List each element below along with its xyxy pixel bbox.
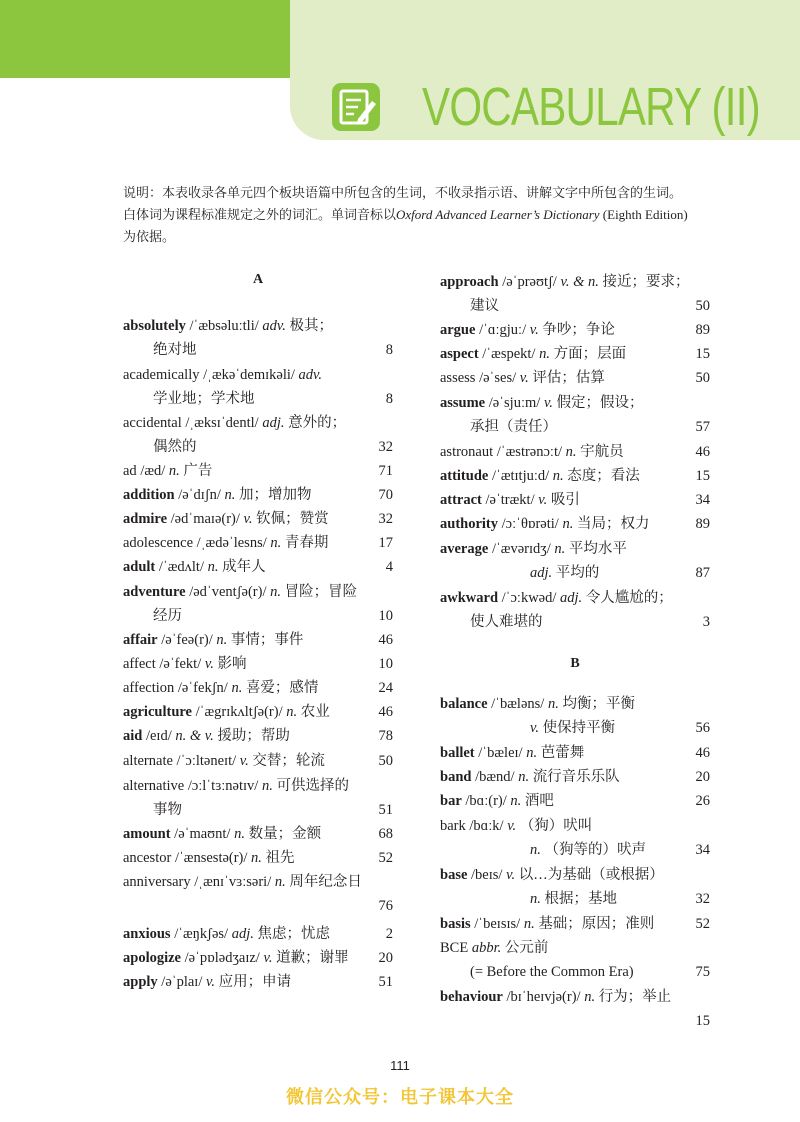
pronunciation: /ˌæksɪˈdentl/	[185, 415, 259, 431]
page-ref: 87	[695, 565, 710, 581]
entry-line	[440, 765, 710, 789]
pronunciation: /ˈævərɪdʒ/	[491, 541, 551, 557]
entry-line-continued	[153, 604, 393, 628]
page-ref: 51	[378, 802, 393, 818]
pronunciation: /ˈæŋkʃəs/	[174, 926, 229, 942]
entry-line	[440, 692, 710, 716]
pronunciation: /ˈædʌlt/	[158, 559, 204, 575]
page-ref: 50	[378, 753, 393, 769]
headword: affection	[123, 680, 175, 696]
headword: aspect	[440, 346, 479, 362]
pronunciation: /ˈbæləns/	[491, 696, 545, 712]
entry-line-continued	[470, 294, 710, 318]
headword: astronaut	[440, 444, 494, 460]
part-of-speech: n.	[530, 891, 541, 907]
page-ref: 20	[695, 769, 710, 785]
page-ref: 51	[378, 974, 393, 990]
headword: apologize	[123, 950, 181, 966]
definition-continued: 偶然的	[153, 439, 197, 455]
headword: admire	[123, 511, 168, 527]
page-ref: 8	[385, 391, 393, 407]
entry-line	[123, 507, 393, 531]
definition-continued: 事物	[153, 802, 182, 818]
definition-continued: 根据；基地	[544, 891, 617, 907]
entry-line	[123, 946, 393, 970]
part-of-speech: n. & v.	[175, 728, 214, 744]
part-of-speech: v.	[529, 322, 539, 338]
part-of-speech: v.	[204, 656, 214, 672]
headword: base	[440, 867, 468, 883]
definition: 方面；层面	[553, 346, 627, 362]
definition: 交替；轮流	[252, 753, 325, 769]
section-letter-b: B	[570, 656, 580, 671]
pronunciation: /ˌænɪˈvɜːsəri/	[194, 874, 272, 890]
part-of-speech: n.	[584, 989, 596, 1005]
page-ref: 24	[378, 680, 393, 696]
pronunciation: /ˈænsestə(r)/	[174, 850, 248, 866]
page-ref: 89	[695, 322, 710, 338]
definition-continued: 承担（责任）	[470, 419, 557, 435]
title-vocabulary: VOCABULARY	[422, 77, 701, 137]
entry-line	[440, 342, 710, 366]
definition-continued: 使保持平衡	[542, 720, 616, 736]
definition: 以…为基础（或根据）	[518, 867, 664, 883]
entry-line	[123, 846, 393, 870]
part-of-speech: v.	[243, 511, 253, 527]
entry-line	[123, 411, 393, 435]
page-ref: 71	[378, 463, 393, 479]
part-of-speech: n.	[510, 793, 522, 809]
page-ref: 26	[695, 793, 710, 809]
definition: 评估；估算	[532, 370, 605, 386]
definition: 青春期	[284, 535, 329, 551]
pronunciation: /bænd/	[475, 769, 515, 785]
headword: attitude	[440, 468, 489, 484]
definition-continued: 平均的	[555, 565, 600, 581]
entry-line-continued	[153, 338, 393, 362]
entry-line	[440, 366, 710, 390]
headword: affair	[123, 632, 158, 648]
definition: 基础；原因；准则	[538, 916, 655, 932]
page-ref: 56	[695, 720, 710, 736]
definition-continued: （狗等的）吠声	[544, 842, 646, 858]
headword: apply	[123, 974, 158, 990]
headword: band	[440, 769, 472, 785]
page-ref: 17	[378, 535, 393, 551]
section-letter-a: A	[252, 272, 264, 287]
pronunciation: /ɔːlˈtɜːnətɪv/	[187, 778, 259, 794]
page-ref: 34	[695, 842, 710, 858]
headword: authority	[440, 516, 498, 532]
pronunciation: /ədˈmaɪə(r)/	[170, 511, 240, 527]
dictionary-name: Oxford Advanced Learner’s Dictionary	[396, 207, 600, 222]
part-of-speech: n.	[168, 463, 180, 479]
part-of-speech: v.	[206, 974, 215, 990]
part-of-speech: adv.	[298, 367, 323, 383]
part-of-speech: v. & n.	[560, 274, 599, 290]
definition: 加；增加物	[239, 487, 312, 503]
entry-line	[123, 652, 393, 676]
headword: adolescence	[123, 535, 194, 551]
part-of-speech: n.	[274, 874, 286, 890]
entry-line-continued	[153, 387, 393, 411]
notepad-pencil-icon	[330, 81, 382, 133]
entry-line-continued	[153, 435, 393, 459]
definition: 当局；权力	[576, 516, 650, 532]
headword: adventure	[123, 584, 186, 600]
headword: balance	[440, 696, 488, 712]
part-of-speech: v.	[507, 818, 517, 834]
part-of-speech: n.	[231, 680, 243, 696]
part-of-speech: adv.	[262, 318, 286, 334]
headword: argue	[440, 322, 476, 338]
page-ref: 46	[695, 444, 710, 460]
part-of-speech: n.	[518, 769, 530, 785]
definition-continued: 经历	[153, 608, 182, 624]
page-ref: 52	[378, 850, 393, 866]
definition-continued: 学业地；学术地	[153, 391, 255, 407]
part-of-speech: n.	[251, 850, 262, 866]
part-of-speech: v.	[506, 867, 516, 883]
definition: 公元前	[504, 940, 549, 956]
page-ref: 20	[378, 950, 393, 966]
page-ref: 32	[378, 511, 393, 527]
pronunciation: /bɪˈheɪvjə(r)/	[506, 989, 581, 1005]
entry-line	[440, 985, 710, 1009]
page-ref: 75	[695, 964, 710, 980]
page-ref: 10	[378, 608, 393, 624]
part-of-speech: n.	[552, 468, 564, 484]
pronunciation: /ˈɑːgjuː/	[479, 322, 527, 338]
pronunciation: /ˈɔːltəneɪt/	[176, 753, 237, 769]
definition: 事情；事件	[230, 632, 304, 648]
pronunciation: /bɑːk/	[469, 818, 504, 834]
headword: amount	[123, 826, 171, 842]
entry-line	[440, 741, 710, 765]
entry-line	[123, 555, 393, 579]
entry-line	[123, 922, 393, 946]
entry-line	[123, 700, 393, 724]
definition: 酒吧	[524, 793, 554, 809]
entry-line	[440, 270, 710, 294]
entry-line	[123, 531, 393, 555]
pronunciation: /əˈplaɪ/	[161, 974, 203, 990]
entry-line	[440, 936, 710, 960]
headword: anxious	[123, 926, 171, 942]
entry-line	[440, 391, 710, 415]
pronunciation: /əˈdɪʃn/	[178, 487, 221, 503]
definition: 冒险；冒险	[284, 584, 358, 600]
definition: 假定；假设；	[556, 395, 644, 411]
page-ref: 32	[378, 439, 393, 455]
definition: 周年纪念日	[289, 874, 362, 890]
pronunciation: /ˈægrɪkʌltʃə(r)/	[195, 704, 283, 720]
entry-line	[123, 363, 393, 387]
part-of-speech: n.	[526, 745, 538, 761]
part-of-speech: n.	[270, 584, 281, 600]
definition: 吸引	[550, 492, 580, 508]
entry-line	[440, 789, 710, 813]
page-ref: 32	[695, 891, 710, 907]
definition: 应用；申请	[218, 974, 292, 990]
definition: 道歉；谢罪	[276, 950, 349, 966]
headword: anniversary	[123, 874, 191, 890]
definition: 成年人	[222, 559, 266, 575]
page-ref: 52	[695, 916, 710, 932]
intro-line-2	[123, 204, 723, 226]
part-of-speech: n.	[261, 778, 273, 794]
headword: academically	[123, 367, 200, 383]
definition: 援助；帮助	[217, 728, 290, 744]
entry-line-continued	[470, 716, 710, 740]
pronunciation: /əˈfekt/	[159, 656, 202, 672]
headword: bark	[440, 818, 466, 834]
part-of-speech: n.	[234, 826, 245, 842]
pronunciation: /beɪs/	[471, 867, 503, 883]
definition-continued: 使人难堪的	[470, 614, 543, 630]
page-ref: 34	[695, 492, 710, 508]
pronunciation: /ˈæspekt/	[482, 346, 536, 362]
part-of-speech: n.	[270, 535, 282, 551]
entry-line	[440, 863, 710, 887]
page-ref: 78	[378, 728, 393, 744]
part-of-speech: adj.	[231, 926, 254, 942]
entry-line-continued	[153, 798, 393, 822]
entry-line	[123, 580, 393, 604]
headword: affect	[123, 656, 156, 672]
part-of-speech: n.	[523, 916, 535, 932]
page-ref: 57	[695, 419, 710, 435]
page-ref: 70	[378, 487, 393, 503]
pronunciation: /ɔːˈθɒrəti/	[501, 516, 559, 532]
page-ref: 15	[695, 468, 710, 484]
entry-line	[440, 464, 710, 488]
page-ref: 15	[695, 1013, 710, 1029]
entry-line	[440, 512, 710, 536]
part-of-speech: v.	[519, 370, 529, 386]
definition: 数量；金额	[248, 826, 322, 842]
part-of-speech: n.	[216, 632, 228, 648]
entry-line	[123, 628, 393, 652]
entry-line	[123, 749, 393, 773]
entry-line-continued	[470, 1009, 710, 1033]
dictionary-edition: (Eighth Edition)	[599, 207, 688, 222]
entry-line-continued	[470, 415, 710, 439]
entry-line	[123, 676, 393, 700]
part-of-speech: n.	[530, 842, 541, 858]
definition-continued: (= Before the Common Era)	[470, 964, 634, 980]
entry-line-continued	[470, 960, 710, 984]
definition: 极其；	[289, 318, 333, 334]
entry-line	[440, 912, 710, 936]
entry-line	[440, 318, 710, 342]
headword: adult	[123, 559, 156, 575]
entry-line	[123, 870, 393, 894]
pronunciation: /əˈfeə(r)/	[161, 632, 213, 648]
pronunciation: /æd/	[140, 463, 166, 479]
pronunciation: /ˈætɪtjuːd/	[491, 468, 550, 484]
entry-line	[123, 724, 393, 748]
headword: absolutely	[123, 318, 186, 334]
pronunciation: /ˌækəˈdemɪkəli/	[203, 367, 295, 383]
headword: bar	[440, 793, 462, 809]
definition: 意外的；	[288, 415, 347, 431]
definition: 接近；要求；	[602, 274, 690, 290]
definition: 广告	[183, 463, 213, 479]
pronunciation: /əˈtrækt/	[485, 492, 535, 508]
intro-line-1: 说明：本表收录各单元四个板块语篇中所包含的生词，不收录指示语、讲解文字中所包含的生词。	[123, 185, 683, 200]
definition: 行为；举止	[598, 989, 672, 1005]
part-of-speech: v.	[538, 492, 548, 508]
definition-continued: 绝对地	[153, 342, 197, 358]
headword: basis	[440, 916, 471, 932]
page-title	[330, 72, 800, 142]
definition: 钦佩；赞赏	[256, 511, 329, 527]
headword: ad	[123, 463, 137, 479]
definition: 芭蕾舞	[540, 745, 585, 761]
part-of-speech: abbr.	[471, 940, 502, 956]
headword: alternative	[123, 778, 185, 794]
pronunciation: /əˈmaʊnt/	[174, 826, 231, 842]
part-of-speech: adj.	[262, 415, 285, 431]
pronunciation: /əˈpɒlədʒaɪz/	[184, 950, 260, 966]
entry-line	[123, 459, 393, 483]
definition: 流行音乐乐队	[532, 769, 620, 785]
headword: BCE	[440, 940, 469, 956]
definition: 焦虑；忧虑	[257, 926, 330, 942]
watermark: 微信公众号：电子课本大全	[286, 1087, 514, 1108]
entry-line	[440, 814, 710, 838]
headword: assume	[440, 395, 486, 411]
headword: aid	[123, 728, 143, 744]
page-ref: 4	[385, 559, 393, 575]
intro-note	[123, 182, 723, 248]
page-ref: 89	[695, 516, 710, 532]
pronunciation: /eɪd/	[145, 728, 172, 744]
headword: assess	[440, 370, 476, 386]
page-ref: 50	[695, 298, 710, 314]
entry-line	[440, 537, 710, 561]
entry-line	[440, 586, 710, 610]
pronunciation: /əˈses/	[479, 370, 517, 386]
page-ref: 8	[385, 342, 393, 358]
entry-line-continued	[470, 887, 710, 911]
entry-line	[123, 774, 393, 798]
part-of-speech: n.	[207, 559, 219, 575]
definition: 祖先	[265, 850, 295, 866]
headword: addition	[123, 487, 175, 503]
definition: （狗）吠叫	[519, 818, 593, 834]
page-ref: 2	[385, 926, 393, 942]
pronunciation: /ˈæstrənɔːt/	[496, 444, 563, 460]
part-of-speech: v.	[530, 720, 539, 736]
pronunciation: /ədˈventʃə(r)/	[189, 584, 267, 600]
pronunciation: /ˈbeɪsɪs/	[474, 916, 521, 932]
definition: 喜爱；感情	[245, 680, 319, 696]
part-of-speech: n.	[224, 487, 236, 503]
pronunciation: /ˈɔːkwəd/	[501, 590, 557, 606]
headword: attract	[440, 492, 482, 508]
definition: 农业	[300, 704, 330, 720]
title-suffix: (II)	[711, 77, 760, 137]
page-ref: 46	[695, 745, 710, 761]
definition: 态度；看法	[567, 468, 640, 484]
entry-line-continued	[153, 894, 393, 918]
part-of-speech: n.	[547, 696, 559, 712]
headword: agriculture	[123, 704, 192, 720]
entry-line-continued	[470, 561, 710, 585]
headword: accidental	[123, 415, 182, 431]
part-of-speech: v.	[263, 950, 273, 966]
part-of-speech: adj.	[560, 590, 583, 606]
definition: 可供选择的	[276, 778, 349, 794]
entry-line	[123, 822, 393, 846]
headword: approach	[440, 274, 499, 290]
header-accent-bar	[0, 0, 290, 78]
entry-line-continued	[470, 838, 710, 862]
pronunciation: /ˌædəˈlesns/	[196, 535, 267, 551]
pronunciation: /ˈæbsəluːtli/	[189, 318, 259, 334]
page-ref: 50	[695, 370, 710, 386]
entry-line	[123, 314, 393, 338]
pronunciation: /əˈprəʊtʃ/	[502, 274, 557, 290]
definition: 平均水平	[568, 541, 627, 557]
headword: average	[440, 541, 489, 557]
entry-line-continued	[470, 610, 710, 634]
headword: ancestor	[123, 850, 172, 866]
part-of-speech: n.	[565, 444, 577, 460]
page-ref: 76	[378, 898, 393, 914]
part-of-speech: n.	[554, 541, 566, 557]
page-ref: 10	[378, 656, 393, 672]
page-number: 111	[390, 1058, 410, 1073]
definition-continued: 建议	[470, 298, 499, 314]
entry-line	[440, 440, 710, 464]
page-ref: 46	[378, 632, 393, 648]
headword: behaviour	[440, 989, 503, 1005]
entry-line	[440, 488, 710, 512]
page-ref: 15	[695, 346, 710, 362]
intro-line-3: 为依据。	[123, 229, 176, 244]
part-of-speech: v.	[543, 395, 553, 411]
entry-line	[123, 483, 393, 507]
definition: 宇航员	[580, 444, 624, 460]
headword: awkward	[440, 590, 499, 606]
part-of-speech: v.	[239, 753, 249, 769]
pronunciation: /əˈsjuːm/	[488, 395, 541, 411]
pronunciation: /bɑː(r)/	[465, 793, 507, 809]
page-ref: 68	[378, 826, 393, 842]
headword: ballet	[440, 745, 475, 761]
pronunciation: /əˈfekʃn/	[177, 680, 228, 696]
definition: 影响	[217, 656, 247, 672]
page-ref: 3	[702, 614, 710, 630]
page-ref: 46	[378, 704, 393, 720]
headword: alternate	[123, 753, 173, 769]
part-of-speech: n.	[562, 516, 574, 532]
pronunciation: /ˈbæleɪ/	[478, 745, 523, 761]
intro-line-2-text: 白体词为课程标准规定之外的词汇。单词音标以	[123, 207, 397, 222]
part-of-speech: adj.	[530, 565, 553, 581]
part-of-speech: n.	[286, 704, 298, 720]
entry-line	[123, 970, 393, 994]
definition: 均衡；平衡	[562, 696, 635, 712]
definition: 令人尴尬的；	[585, 590, 673, 606]
definition: 争吵；争论	[542, 322, 615, 338]
part-of-speech: n.	[539, 346, 550, 362]
